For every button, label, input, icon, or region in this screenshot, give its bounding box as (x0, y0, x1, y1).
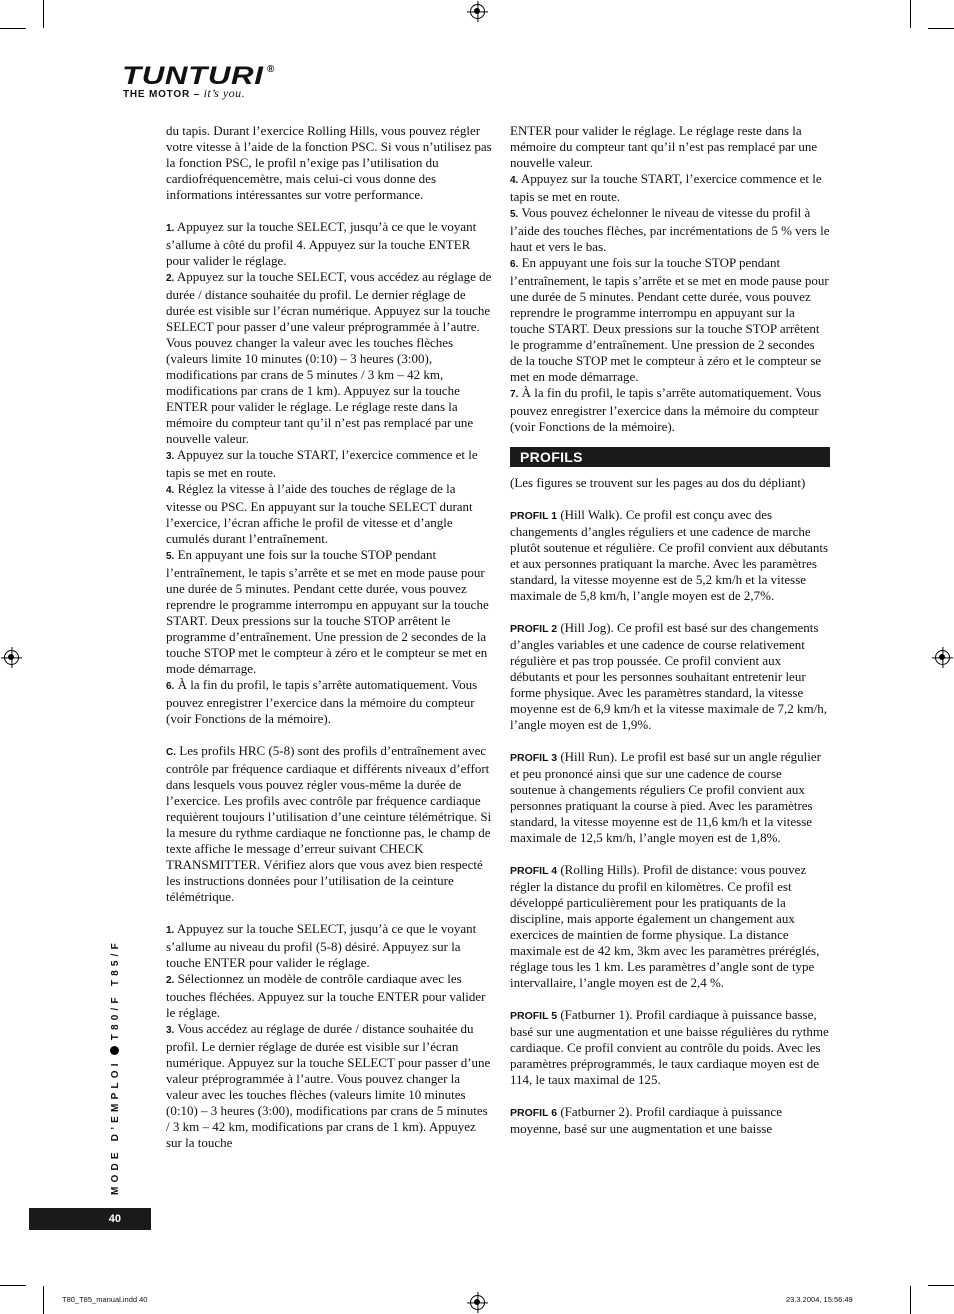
footer-timestamp: 23.3.2004, 15:56:49 (786, 1295, 853, 1304)
step-text: À la fin du profil, le tapis s’arrête automatiquement. Vous pouvez enregistrer l’exercice dans la mémoire du compteur (voir Fonctions de la mémoire). (510, 385, 822, 434)
profile-text: (Fatburner 2). Profil cardiaque à puissance moyenne, basé sur une augmentation et une baisse (510, 1104, 782, 1136)
step-number: 1. (166, 223, 175, 234)
step-item (166, 269, 492, 447)
crop-mark (910, 0, 911, 28)
profile-label: PROFIL 1 (510, 510, 558, 522)
step-number: 1. (166, 925, 175, 936)
profile-item (510, 1007, 830, 1088)
step-text: Appuyez sur la touche SELECT, vous accédez au réglage de durée / distance souhaitée du profil. Le dernier réglage de durée est visible sur l’écran numérique. Appuyez sur la touche SELECT pour passer d’une valeur préprogrammée à l’autre. Vous pouvez changer la valeur avec les touches flèches (valeurs limite 10 minutes (0:10) – 3 heures (3:00), modifications par crans de 5 minutes / 3 km – 42 km, modifications par crans de 1 km). Appuyez sur la touche ENTER pour valider le réglage. Le réglage reste dans la mémoire du compteur tant qu’il n’est pas remplacé par une nouvelle valeur. (166, 269, 492, 446)
profile-item (510, 749, 830, 846)
tagline-main: THE MOTOR – (123, 89, 200, 100)
profile-text: (Hill Run). Le profil est basé sur un angle régulier et peu prononcé ainsi que sur une cadence de course soutenue à changements réguliers Ce profil convient aux personnes pratiquant la course à pied. Avec les paramètres standard, la vitesse moyenne est de 11,6 km/h et la vitesse maximale de 12,5 km/h, l’angle moyen est de 1,8%. (510, 749, 821, 845)
step-text: Sélectionnez un modèle de contrôle cardiaque avec les touches fléchées. Appuyez sur la touche ENTER pour valider le réglage. (166, 971, 486, 1020)
step-text: Appuyez sur la touche START, l’exercice commence et le tapis se met en route. (166, 447, 478, 480)
step-item (166, 1021, 492, 1151)
step-item (166, 971, 492, 1021)
step-text: En appuyant une fois sur la touche STOP pendant l’entraînement, le tapis s’arrête et se met en mode pause pour une durée de 5 minutes. Pendant cette durée, vous pouvez reprendre le programme interrompu en appuyant sur la touche START. Deux pressions sur la touche STOP arrêtent le programme d’entraînement. Une pression de 2 secondes de la touche STOP met le compteur à zéro et le compteur se met en mode démarrage. (166, 547, 489, 676)
step-text: Appuyez sur la touche SELECT, jusqu’à ce que le voyant s’allume au niveau du profil (5-8) désiré. Appuyez sur la touche ENTER pour valider le réglage. (166, 921, 477, 970)
registration-mark-icon (470, 4, 485, 19)
step-item (166, 547, 492, 677)
step-text: En appuyant une fois sur la touche STOP pendant l’entraînement, le tapis s’arrête et se met en mode pause pour une durée de 5 minutes. Pendant cette durée, vous pouvez reprendre le programme interrompu en appuyant sur la touche START. Deux pressions sur la touche STOP arrêtent le programme d’entraînement. Une pression de 2 secondes de la touche STOP met le compteur à zéro et le compteur se met en mode démarrage. (510, 255, 829, 384)
step-text: Réglez la vitesse à l’aide des touches de réglage de la vitesse ou PSC. En appuyant sur la touche SELECT durant l’exercice, l’écran affiche le profil de vitesse et d’angle cumulés durant l’entraînement. (166, 481, 473, 546)
profile-item (510, 1104, 830, 1137)
step-item (166, 447, 492, 481)
footer-file: T80_T85_manual.indd 40 (62, 1295, 148, 1304)
brand-tagline (123, 86, 245, 101)
step-text: Vous accédez au réglage de durée / distance souhaitée du profil. Le dernier réglage de durée est visible sur l’écran numérique. Appuyez sur la touche SELECT pour passer d’une valeur préprogrammée à l’autre. Vous pouvez changer la valeur avec les touches flèches (valeurs limite 10 minutes (0:10) – 3 heures (3:00), modifications par crans de 5 minutes / 3 km – 42 km, modifications par crans de 1 km). Appuyez sur la touche (166, 1021, 491, 1150)
step-item (510, 255, 830, 385)
step-item (166, 219, 492, 269)
brand-logo: TUNTURI (122, 62, 264, 90)
step-text: Appuyez sur la touche SELECT, jusqu’à ce que le voyant s’allume à côté du profil 4. Appuyez sur la touche ENTER pour valider le réglage. (166, 219, 477, 268)
section-text: Les profils HRC (5-8) sont des profils d’entraînement avec contrôle par fréquence cardiaque et différents niveaux d’effort dans lesquels vous pouvez régler vous-même la durée de l’exercice. Les profils avec contrôle par fréquence cardiaque requièrent toujours l’utilisation d’une ceinture télémétrique. Si la mesure du rythme cardiaque ne fonctionne pas, le champ de texte affiche le message d’erreur suivant CHECK TRANSMITTER. Vérifiez alors que vous avez bien respecté les instructions données pour l’utilisation de la ceinture télémétrique. (166, 743, 492, 904)
step-number: 4. (510, 175, 519, 186)
profile-text: (Fatburner 1). Profil cardiaque à puissance basse, basé sur une augmentation et une baisse régulières du rythme cardiaque. Ce profil convient au contrôle du poids. Avec les paramètres préprogrammés, le taux cardiaque moyen est de 114, le taux maximal de 125. (510, 1007, 829, 1087)
section-letter: C. (166, 747, 176, 758)
registration-mark-icon (4, 650, 19, 665)
step-text: À la fin du profil, le tapis s’arrête automatiquement. Vous pouvez enregistrer l’exercice dans la mémoire du compteur (voir Fonctions de la mémoire). (166, 677, 478, 726)
step-number: 5. (166, 551, 175, 562)
model-names: T80/F T85/F (110, 939, 122, 1041)
crop-mark (928, 1285, 954, 1286)
right-column (510, 123, 830, 1137)
profile-label: PROFIL 2 (510, 623, 558, 635)
manual-title: MODE D’EMPLOI (110, 1059, 122, 1195)
profile-text: (Hill Jog). Ce profil est basé sur des changements d’angles variables et une cadence de course relativement régulière et pas trop poussée. Ce profil convient aux débutants et pour les personnes souhaitant entretenir leur forme physique. Avec les paramètres standard, la vitesse moyenne est de 6,9 km/h et la vitesse maximale de 7,2 km/h, l’angle moyen est de 1,9%. (510, 620, 827, 732)
profile-text: (Rolling Hills). Profil de distance: vous pouvez régler la distance du profil en kilomètres. Ce profil est développé particulièrement pour les pratiquants de la discipline, mais apporte également un changement aux exercices de maintien de forme physique. La distance maximale est de 42 km, 3km avec les paramètres préréglés, réglage tous les 1 km. Les paramètres d’angle sont de type intervallaire, l’angle moyen est de 2,4 %. (510, 862, 820, 990)
step-item (166, 481, 492, 547)
profile-item (510, 862, 830, 991)
crop-mark (0, 28, 26, 29)
registration-mark-icon (935, 650, 950, 665)
profile-item (510, 620, 830, 733)
profile-item (510, 507, 830, 604)
paragraph: ENTER pour valider le réglage. Le réglage reste dans la mémoire du compteur tant qu’il n’est pas remplacé par une nouvelle valeur. (510, 123, 818, 170)
profile-text: (Hill Walk). Ce profil est conçu avec des changements d’angles réguliers et une cadence de marche plutôt soutenue et régulière. Ce profil convient aux débutants et aux personnes pratiquant la marche. Avec les paramètres standard, la vitesse moyenne est de 5,2 km/h et la vitesse maximale de 5,8 km/h, l’angle moyen est de 2,7%. (510, 507, 829, 603)
profile-label: PROFIL 3 (510, 752, 558, 764)
crop-mark (43, 0, 44, 28)
crop-mark (928, 28, 954, 29)
step-item (166, 921, 492, 971)
step-number: 4. (166, 485, 175, 496)
page-number: 40 (29, 1208, 151, 1230)
profile-label: PROFIL 4 (510, 865, 558, 877)
step-item (166, 677, 492, 727)
registered-mark: ® (267, 64, 275, 75)
bullet-icon (110, 1046, 119, 1055)
step-number: 5. (510, 209, 519, 220)
step-item (510, 205, 830, 255)
crop-mark (910, 1286, 911, 1314)
step-item (510, 385, 830, 435)
step-number: 7. (510, 389, 519, 400)
registration-mark-icon (470, 1295, 485, 1310)
vertical-manual-label (110, 939, 121, 1195)
step-text: Vous pouvez échelonner le niveau de vitesse du profil à l’aide des touches flèches, par incrémentations de 5 % vers le haut et vers le bas. (510, 205, 830, 254)
paragraph: du tapis. Durant l’exercice Rolling Hills, vous pouvez régler votre vitesse à l’aide de la fonction PSC. Si vous n’utilisez pas la fonction PSC, le profil n’exige pas l’utilisation du cardiofréquencemètre, mais celui-ci vous donne des informations intéressantes sur votre performance. (166, 123, 492, 202)
step-number: 3. (166, 1025, 175, 1036)
step-item (510, 171, 830, 205)
step-text: Appuyez sur la touche START, l’exercice commence et le tapis se met en route. (510, 171, 822, 204)
step-number: 2. (166, 975, 175, 986)
step-number: 6. (510, 259, 519, 270)
step-number: 2. (166, 273, 175, 284)
profile-label: PROFIL 5 (510, 1010, 558, 1022)
tagline-italic: it’s you. (203, 86, 246, 100)
section-heading: PROFILS (510, 447, 830, 467)
profile-label: PROFIL 6 (510, 1107, 558, 1119)
section-c (166, 743, 492, 905)
left-column (166, 123, 492, 1151)
step-number: 3. (166, 451, 175, 462)
step-number: 6. (166, 681, 175, 692)
paragraph: (Les figures se trouvent sur les pages au dos du dépliant) (510, 475, 806, 490)
crop-mark (0, 1285, 26, 1286)
crop-mark (43, 1286, 44, 1314)
